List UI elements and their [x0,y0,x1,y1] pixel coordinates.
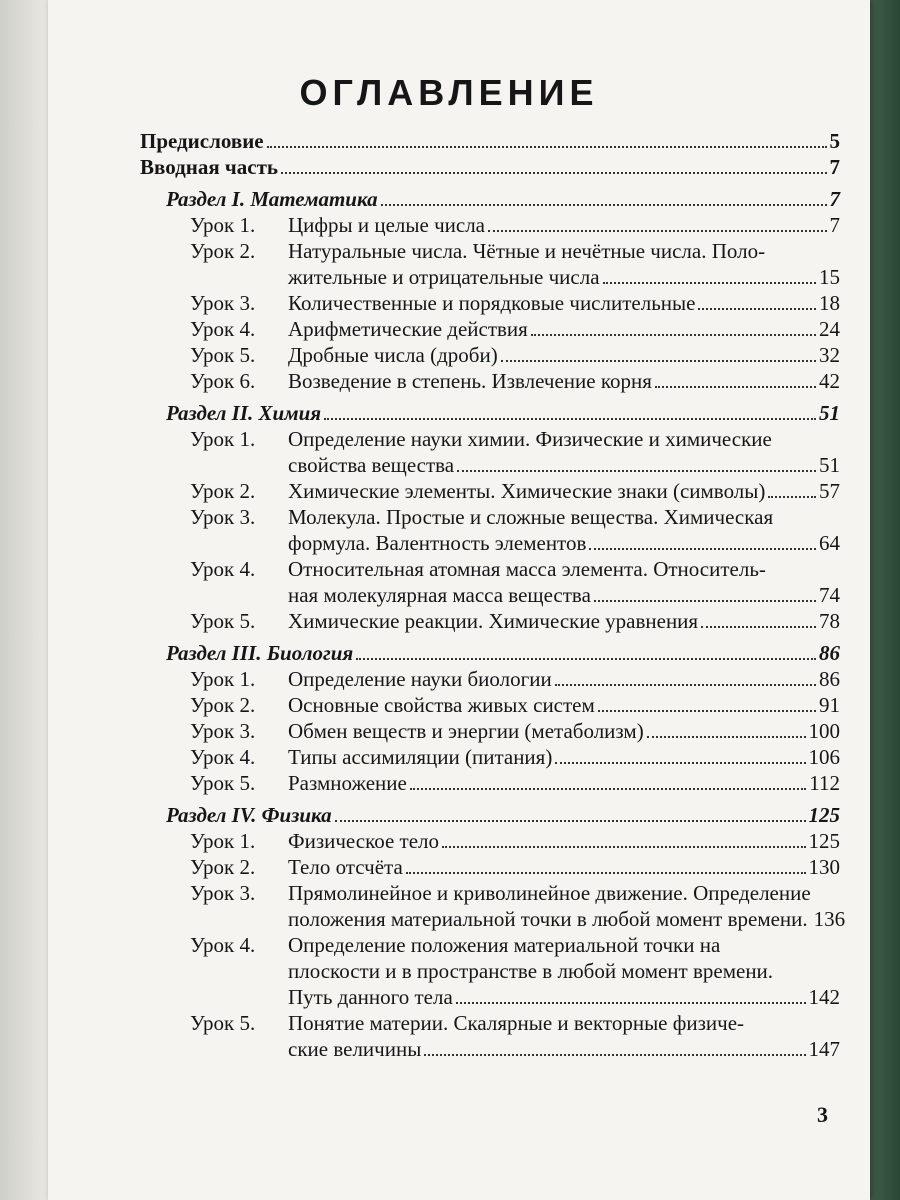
dot-leader [603,279,816,284]
lesson-title-line: Дробные числа (дроби) [288,343,498,367]
page-gutter [0,0,48,1200]
lesson-label: Урок 1. [190,829,256,853]
lesson-page: 42 [819,369,840,393]
lesson-body [288,368,840,394]
toc-section[interactable] [166,186,840,212]
lesson-title-line: Молекула. Простые и сложные вещества. Химическая [288,505,774,529]
page-title: ОГЛАВЛЕНИЕ [299,72,599,113]
lesson-last-line [288,718,840,744]
toc-section[interactable] [166,802,840,828]
lesson-last-line [288,452,840,478]
toc-lesson[interactable] [190,212,840,238]
lesson-title-line: Типы ассимиляции (питания) [288,745,553,769]
lesson-last-line [288,692,840,718]
lesson-body [288,828,840,854]
toc-lesson[interactable] [190,744,840,770]
lesson-title-line: Возведение в степень. Извлечение корня [288,369,652,393]
lesson-body [288,426,840,478]
lesson-label: Урок 2. [190,693,256,717]
toc-lesson[interactable] [190,854,840,880]
lesson-body [288,880,845,932]
dot-leader [424,1051,805,1056]
dot-leader [698,305,816,310]
lesson-title-line: Физическое тело [288,829,440,853]
lesson-label: Урок 1. [190,667,256,691]
toc-lesson[interactable] [190,828,840,854]
lesson-page: 91 [819,693,840,717]
toc-lesson[interactable] [190,880,846,932]
lesson-last-line [288,770,840,796]
toc-lesson[interactable] [190,666,840,692]
lesson-body [288,608,840,634]
lesson-label: Урок 1. [190,213,256,237]
lesson-title-line: жительные и отрицательные числа [288,265,600,289]
lesson-page: 86 [819,667,840,691]
lesson-page: 51 [819,453,840,477]
lesson-title-line: плоскости и в пространстве в любой момент времени. [288,959,774,983]
toc-lesson[interactable] [190,770,840,796]
toc-entry-text: Предисловие [140,129,264,153]
lesson-title-line: Количественные и порядковые числительные [288,291,696,315]
toc-lesson[interactable] [190,342,840,368]
dot-leader [647,733,806,738]
lesson-last-line [288,342,840,368]
lesson-title-line: Определение положения материальной точки на [288,933,721,957]
lesson-label: Урок 1. [190,427,256,451]
lesson-label: Урок 2. [190,855,256,879]
lesson-label: Урок 4. [190,933,256,957]
toc-lesson[interactable] [190,368,840,394]
dot-leader [324,415,816,420]
lesson-title-line: Относительная атомная масса элемента. Относитель- [288,557,766,581]
lesson-label: Урок 4. [190,557,256,581]
lesson-page: 57 [819,479,840,503]
lesson-title-line: формула. Валентность элементов [288,531,587,555]
lesson-last-line [288,368,840,394]
lesson-last-line [288,1036,840,1062]
dot-leader [267,143,827,148]
toc-entry-text: Вводная часть [140,155,279,179]
toc-lesson[interactable] [190,608,840,634]
dot-leader [555,759,805,764]
lesson-title-line: Обмен веществ и энергии (метаболизм) [288,719,644,743]
toc-entry[interactable] [140,154,840,180]
lesson-body [288,718,840,744]
toc-lesson[interactable] [190,556,840,608]
book-cover-edge [870,0,900,1200]
lesson-last-line [288,906,845,932]
lesson-title-line: Натуральные числа. Чётные и нечётные числа. Поло- [288,239,766,263]
lesson-page: 142 [808,985,840,1009]
lesson-title-line: Химические реакции. Химические уравнения [288,609,699,633]
lesson-title-line: положения материальной точки в любой момент времени. [288,907,808,931]
lesson-title-line: Понятие материи. Скалярные и векторные физиче- [288,1011,745,1035]
toc-section[interactable] [166,400,840,426]
lesson-label: Урок 5. [190,609,256,633]
toc-lesson[interactable] [190,290,840,316]
lesson-page: 112 [809,771,840,795]
lesson-body [288,1010,840,1062]
dot-leader [701,623,816,628]
lesson-page: 32 [819,343,840,367]
lesson-page: 64 [819,531,840,555]
lesson-page: 15 [819,265,840,289]
lesson-label: Урок 5. [190,771,256,795]
lesson-page: 74 [819,583,840,607]
lesson-title-line: ские величины [288,1037,422,1061]
dot-leader [501,357,816,362]
lesson-title-line: Определение науки биологии [288,667,552,691]
lesson-title-line: Цифры и целые числа [288,213,485,237]
lesson-last-line [288,608,840,634]
dot-leader [406,869,806,874]
dot-leader [442,843,805,848]
lesson-page: 78 [819,609,840,633]
lesson-title-line: Арифметические действия [288,317,528,341]
lesson-body [288,238,840,290]
lesson-page: 106 [808,745,840,769]
toc-lesson[interactable] [190,238,840,290]
dot-leader [457,467,816,472]
dot-leader [335,817,806,822]
lesson-title-line: свойства вещества [288,453,455,477]
toc-section-text: Раздел III. Биология [166,641,354,665]
dot-leader [531,331,816,336]
lesson-last-line [288,264,840,290]
lesson-title-line: Тело отсчёта [288,855,403,879]
lesson-body [288,932,840,1010]
book-page [48,0,870,1200]
lesson-page: 24 [819,317,840,341]
lesson-label: Урок 6. [190,369,256,393]
dot-leader [356,655,816,660]
dot-leader [655,383,816,388]
toc-lesson[interactable] [190,1010,840,1062]
toc-entry-page: 7 [829,155,840,179]
lesson-last-line [288,212,840,238]
lesson-body [288,692,840,718]
lesson-label: Урок 3. [190,719,256,743]
lesson-label: Урок 2. [190,239,256,263]
lesson-label: Урок 5. [190,1011,256,1035]
lesson-label: Урок 2. [190,479,256,503]
lesson-last-line [288,828,840,854]
lesson-label: Урок 3. [190,291,256,315]
lesson-label: Урок 3. [190,505,256,529]
lesson-last-line [288,744,840,770]
dot-leader [488,227,827,232]
lesson-title-line: Прямолинейное и криволинейное движение. Определение [288,881,811,905]
lesson-body [288,666,840,692]
lesson-label: Урок 3. [190,881,256,905]
dot-leader [594,597,816,602]
page-number: 3 [817,1102,828,1127]
lesson-page: 147 [808,1037,840,1061]
lesson-page: 100 [808,719,840,743]
lesson-last-line [288,666,840,692]
toc-lesson[interactable] [190,316,840,342]
lesson-body [288,854,840,880]
dot-leader [589,545,816,550]
toc-lesson[interactable] [190,692,840,718]
lesson-last-line [288,478,840,504]
lesson-title-line: Размножение [288,771,407,795]
lesson-body [288,504,840,556]
lesson-title-line: Путь данного тела [288,985,453,1009]
toc-section-text: Раздел IV. Физика [166,803,332,827]
dot-leader [381,201,827,206]
lesson-label: Урок 4. [190,317,256,341]
lesson-body [288,478,840,504]
toc-section-page: 7 [829,187,840,211]
dot-leader [555,681,816,686]
toc-section-text: Раздел I. Математика [166,187,378,211]
dot-leader [410,785,806,790]
table-of-contents [140,128,846,1062]
lesson-last-line [288,582,840,608]
dot-leader [281,169,826,174]
dot-leader [598,707,816,712]
toc-section[interactable] [166,640,840,666]
lesson-last-line [288,316,840,342]
toc-entry[interactable] [140,128,840,154]
lesson-page: 125 [808,829,840,853]
lesson-title-line: Определение науки химии. Физические и химические [288,427,772,451]
lesson-last-line [288,854,840,880]
toc-entry-page: 5 [829,129,840,153]
lesson-body [288,556,840,608]
toc-section-text: Раздел II. Химия [166,401,322,425]
lesson-title-line: ная молекулярная масса вещества [288,583,591,607]
toc-lesson[interactable] [190,504,840,556]
toc-section-page: 51 [819,401,840,425]
lesson-label: Урок 4. [190,745,256,769]
lesson-page: 18 [819,291,840,315]
dot-leader [456,999,806,1004]
lesson-title-line: Основные свойства живых систем [288,693,595,717]
lesson-body [288,744,840,770]
lesson-body [288,770,840,796]
toc-lesson[interactable] [190,426,840,478]
lesson-last-line [288,984,840,1010]
lesson-body [288,290,840,316]
lesson-last-line [288,290,840,316]
toc-lesson[interactable] [190,478,840,504]
lesson-body [288,316,840,342]
lesson-page: 7 [829,213,840,237]
lesson-body [288,342,840,368]
lesson-last-line [288,530,840,556]
lesson-label: Урок 5. [190,343,256,367]
toc-lesson[interactable] [190,718,840,744]
toc-section-page: 125 [808,803,840,827]
lesson-page: 130 [808,855,840,879]
lesson-body [288,212,840,238]
toc-section-page: 86 [819,641,840,665]
lesson-title-line: Химические элементы. Химические знаки (символы) [288,479,766,503]
dot-leader [768,493,816,498]
toc-lesson[interactable] [190,932,840,1010]
lesson-page: 136 [813,907,846,931]
